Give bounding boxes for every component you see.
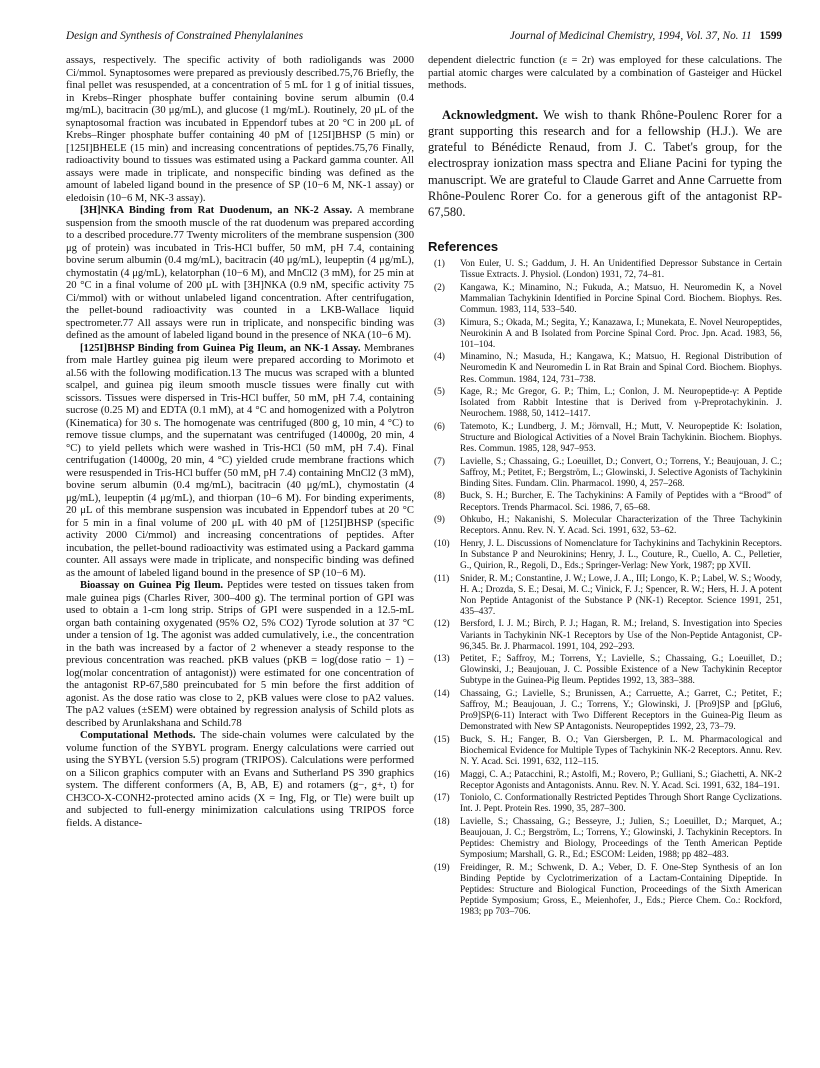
reference-text: Bersford, I. J. M.; Birch, P. J.; Hagan, R. M.; Ireland, S. Investigation into Species Variants in Tachykinin NK-1 Receptors by Use of the Non-Peptide Antagonist, CP-96,345. Br. J. Pharmacol. 1991, 104, 292–293. bbox=[460, 619, 782, 652]
reference-number: (15) bbox=[434, 734, 450, 745]
reference-text: Tatemoto, K.; Lundberg, J. M.; Jörnvall, H.; Mutt, V. Neuropeptide K: Isolation, Structure and Biological Activities of a Novel Brain Tachykinin. Biochem. Biophys. Res. Commun. 1985, 128, 947–953. bbox=[460, 421, 782, 455]
computational-body: The side-chain volumes were calculated by the volume function of the SYBYL program. Energy calculations were carried out using the SYBYL (version 5.5) program (TRIPOS). Calculations were performed on a Silicon graphics computer with an Evans and Sutherland PS 390 graphics system. The different conformers (A, B, AB, E) and rotamers (g−, g+, t) for CH3CO-X-CONH2-protected amino acids (X = Ing, Flg, or Tle) were built up and subjected to full-energy minimization calculations using TRIPOS force fields. A distance- bbox=[66, 730, 414, 829]
journal-citation bbox=[510, 30, 782, 42]
reference-text: Chassaing, G.; Lavielle, S.; Brunissen, A.; Carruette, A.; Garret, C.; Petitet, F.; Saffroy, M.; Beaujouan, J. C.; Torrens, Y.; Glowinski, J. [Pro9]SP and [pGlu6, Pro9]SP(6-11) Interact with Two Different Receptors in the Guinea-Pig Ileum as Demonstrated with New SP Antagonists. Neuropeptides 1992, 23, 73–79. bbox=[460, 689, 782, 733]
reference-item bbox=[428, 619, 782, 652]
reference-text: Buck, S. H.; Burcher, E. The Tachykinins: A Family of Peptides with a “Brood” of Receptors. Trends Pharmacol. Sci. 1986, 7, 65–68. bbox=[460, 491, 782, 513]
reference-item bbox=[428, 539, 782, 572]
acknowledgment-body: We wish to thank Rhône-Poulenc Rorer for a grant supporting this research and for a fellowship (H.J.). We are grateful to Bénédicte Renaud, from J. C. Tabet's group, for the electrospray ionization mass spectra and Eliane Pacini for typing the manuscript. We are grateful to Claude Garret and Anne Carruette from Rhône-Poulenc Rorer Co. for a generous gift of the antagonist RP-67,580. bbox=[428, 107, 782, 220]
reference-number: (17) bbox=[434, 793, 450, 804]
reference-number: (19) bbox=[434, 862, 450, 873]
reference-text: Minamino, N.; Masuda, H.; Kangawa, K.; Matsuo, H. Regional Distribution of Neuromedin K and Neuromedin L in Rat Brain and Spinal Cord. Biochem. Biophys. Res. Commun. 1984, 124, 731–738. bbox=[460, 352, 782, 385]
reference-item bbox=[428, 574, 782, 618]
references-heading: References bbox=[428, 238, 499, 254]
reference-number: (8) bbox=[434, 491, 445, 502]
journal-name: Journal of Medicinal Chemistry, 1994, Vol. 37, No. 11 bbox=[509, 30, 752, 42]
page-number: 1599 bbox=[759, 30, 782, 42]
paragraph-nk2-assay bbox=[66, 205, 414, 343]
reference-text: Von Euler, U. S.; Gaddum, J. H. An Unidentified Depressor Substance in Certain Tissue Extracts. J. Physiol. (London) 1931, 72, 74–81. bbox=[460, 259, 782, 281]
paragraph-bioassay bbox=[66, 580, 414, 730]
reference-number: (11) bbox=[434, 573, 450, 584]
right-column bbox=[428, 55, 782, 920]
reference-item bbox=[428, 793, 782, 815]
reference-number: (5) bbox=[434, 387, 445, 398]
paragraph-radioligands: assays, respectively. The specific activity of both radioligands was 2000 Ci/mmol. Synaptosomes were prepared as previously described.75,76 Briefly, the final pellet was resuspended, at a concentration of 5 mL for 1 g of initial tissues, in Krebs–Ringer phosphate buffer containing bovine serum albumin (0.4 mg/mL), bacitracin (30 μg/mL), and glucose (1 mg/mL). Routinely, 20 μL of the synaptosomal fraction was incubated in Eppendorf tubes at 20 °C in 200 μL of Krebs–Ringer phosphate buffer containing 40 pM of [125I]BHSP (5 min) or [125I]BHELE (15 min) and increasing concentrations of peptides.75,76 Finally, radioactivity bound to tissues was estimated using a Packard gamma counter. All assays were made in triplicate, and nonspecific binding was defined as the amount of labeled ligand bound in the presence of SP (10−6 M, NK-1 assay) or eledoisin (10−6 M, NK-3 assay). bbox=[66, 55, 414, 204]
reference-item bbox=[428, 318, 782, 351]
reference-text: Petitet, F.; Saffroy, M.; Torrens, Y.; Lavielle, S.; Chassaing, G.; Loeuillet, D.; Glowinski, J.; Beaujouan, J. C. Possible Existence of a New Tachykinin Receptor Subtype in the Guinea-Pig Ileum. Peptides 1992, 13, 383–388. bbox=[460, 654, 782, 687]
section-heading-nk1: [125I]BHSP Binding from Guinea Pig Ileum, an NK-1 Assay. bbox=[80, 342, 361, 354]
reference-number: (6) bbox=[434, 421, 445, 432]
reference-item bbox=[428, 387, 782, 420]
reference-number: (1) bbox=[434, 259, 445, 270]
paragraph-computational bbox=[66, 730, 414, 830]
reference-text: Buck, S. H.; Fanger, B. O.; Van Giersbergen, P. L. M. Pharmacological and Biochemical Evidence for Multiple Types of Tachykinin NK-2 Receptors. Annu. Rev. N. Y. Acad. Sci. 1991, 632, 112–115. bbox=[460, 734, 782, 768]
reference-text: Kage, R.; Mc Gregor, G. P.; Thim, L.; Conlon, J. M. Neuropeptide-γ: A Peptide Isolated from Rabbit Intestine that is Derived from γ-Preprotachykinin. J. Neurochem. 1988, 50, 1412–1417. bbox=[460, 387, 782, 420]
reference-item bbox=[428, 689, 782, 733]
reference-text: Maggi, C. A.; Patacchini, R.; Astolfi, M.; Rovero, P.; Gulliani, S.; Giachetti, A. NK-2 Receptor Agonists and Antagonists. Annu. Rev. N. Y. Acad. Sci. 1991, 632, 184–191. bbox=[460, 769, 782, 791]
reference-item bbox=[428, 515, 782, 537]
reference-number: (12) bbox=[434, 619, 450, 630]
reference-item bbox=[428, 654, 782, 687]
reference-number: (2) bbox=[434, 282, 445, 293]
reference-item bbox=[428, 457, 782, 490]
reference-number: (10) bbox=[434, 538, 450, 549]
reference-text: Snider, R. M.; Constantine, J. W.; Lowe, J. A., III; Longo, K. P.; Label, W. S.; Woody, H. A.; Drozda, S. E.; Desai, M. C.; Vinick, F. J.; Spencer, R. W.; Hers, H. J. A potent Non Peptide Antagonist of the Substance P (NK-1) Receptor. Science 1991, 251, 435–437. bbox=[460, 573, 782, 617]
acknowledgment bbox=[428, 107, 782, 221]
reference-item bbox=[428, 491, 782, 513]
reference-number: (13) bbox=[434, 654, 450, 665]
left-column bbox=[66, 55, 414, 830]
reference-text: Kangawa, K.; Minamino, N.; Fukuda, A.; Matsuo, H. Neuromedin K, a Novel Mammalian Tachykinin Identified in Porcine Spinal Cord. Biochem. Biophys. Res. Commun. 1983, 114, 533–540. bbox=[460, 282, 782, 315]
reference-text: Freidinger, R. M.; Schwenk, D. A.; Veber, D. F. One-Step Synthesis of an Ion Binding Peptide by Cyclotrimerization of a Lactam-Containing Dipeptide. In Peptides: Structure and Biological Function, Proceedings of the Sixth American Peptide Symposium; Gross, E., Meienhofer, J., Eds.; Pierce Chem. Co.: Rockford, 1983; pp 703–706. bbox=[460, 862, 782, 918]
bioassay-body: Peptides were tested on tissues taken from male guinea pigs (Charles River, 300–400 g). The terminal portion of GPI was used to obtain a 1-cm long strip. Strips of GPI were suspended in a 12.5-mL organ bath containing oxygenated (95% O2, 5% CO2) Tyrode solution at 37 °C under a tension of 1g. The agonist was added cumulatively, i.e., the concentration in the bath was increased by a factor of 2 whenever a steady response to the previous concentration was reached. pKB values (pKB = log(dose ratio − 1) − log(molar concentration of antagonist)) were estimated for one concentration of the antagonist RP-67,580 preincubated for 5 min before the first addition of agonist. As the dose ratio was close to 2, pKB values were close to pA2 values. The pA2 values (±SEM) were obtained by regression analysis of Schild plots as described by Arunlakshana and Schild.78 bbox=[66, 580, 414, 729]
acknowledgment-heading: Acknowledgment. bbox=[442, 107, 539, 122]
reference-item bbox=[428, 422, 782, 455]
reference-text: Ohkubo, H.; Nakanishi, S. Molecular Characterization of the Three Tachykinin Receptors. Annu. Rev. N. Y. Acad. Sci. 1991, 632, 53–62. bbox=[460, 515, 782, 537]
reference-item bbox=[428, 352, 782, 385]
section-heading-nk2: [3H]NKA Binding from Rat Duodenum, an NK-2 Assay. bbox=[80, 205, 353, 216]
reference-number: (14) bbox=[434, 689, 450, 700]
reference-text: Lavielle, S.; Chassaing, G.; Loeuillet, D.; Convert, O.; Torrens, Y.; Beaujouan, J. C.; Saffroy, M.; Petitet, F.; Bergström, L.; Glowinski, J. Selective Agonists of Tachykinin Binding Sites. Fundam. Clin. Pharmacol. 1990, 4, 257–268. bbox=[460, 456, 782, 489]
paragraph-nk1-assay bbox=[66, 343, 414, 581]
reference-item bbox=[428, 283, 782, 316]
running-title: Design and Synthesis of Constrained Phenylalanines bbox=[66, 30, 304, 42]
reference-number: (4) bbox=[434, 352, 445, 363]
references-list bbox=[428, 259, 782, 918]
paragraph-dielectric: dependent dielectric function (ε = 2r) was employed for these calculations. The partial atomic charges were calculated by a combination of Gasteiger and Hückel methods. bbox=[428, 55, 782, 91]
reference-number: (9) bbox=[434, 515, 445, 526]
reference-text: Henry, J. L. Discussions of Nomenclature for Tachykinins and Tachykinin Receptors. In Substance P and Neurokinins; Henry, J. L., Couture, R., Cuello, A. C., Pelletier, G., Quirion, R., Regoli, D., Eds.; Springer-Verlag: New York, 1987; pp XVII. bbox=[460, 538, 782, 572]
reference-text: Kimura, S.; Okada, M.; Segita, Y.; Kanazawa, I.; Munekata, E. Novel Neuropeptides, Neurokinin A and B Isolated from Porcine Spinal Cord. Proc. Jpn. Acad. 1983, 56, 101–104. bbox=[460, 317, 782, 350]
reference-text: Toniolo, C. Conformationally Restricted Peptides Through Short Range Cyclizations. Int. J. Pept. Protein Res. 1990, 35, 287–300. bbox=[460, 793, 782, 815]
page-header bbox=[66, 30, 782, 46]
section-heading-computational: Computational Methods. bbox=[80, 730, 196, 741]
reference-item bbox=[428, 770, 782, 792]
reference-number: (16) bbox=[434, 769, 450, 780]
reference-item bbox=[428, 863, 782, 918]
reference-number: (18) bbox=[434, 817, 450, 828]
reference-item bbox=[428, 735, 782, 768]
nk2-body: A membrane suspension from the smooth muscle of the rat duodenum was prepared according to a described procedure.77 Twenty microliters of the membrane suspension (300 μg of protein) was incubated in Tris-HCl buffer, 50 mM, pH 7.4, containing bovine serum albumin (0.4 mg/mL), bacitracin (40 μg/mL), leupeptin (4 μg/mL), chymostatin (4 μg/mL), kelatorphan (10−6 M), and MnCl2 (3 mM), for 25 min at 20 °C in a final volume of 200 μL with [3H]NKA (0.9 nM, specific activity 75 Ci/mmol) with or without unlabeled ligand concentration. After centrifugation, the pellet-bound radioactivity was counted in a LKB-Wallace liquid spectrometer.77 All assays were run in triplicate, and nonspecific binding was defined as the amount of labeled ligand bound in the presence of NKA (10−6 M). bbox=[66, 205, 414, 341]
section-heading-bioassay: Bioassay on Guinea Pig Ileum. bbox=[80, 580, 224, 591]
reference-text: Lavielle, S.; Chassaing, G.; Besseyre, J.; Julien, S.; Loeuillet, D.; Marquet, A.; Beaujouan, J. C.; Bergström, L.; Torrens, Y.; Glowinski, J. Tachykinin Receptors. In Peptides: Chemistry and Biology, Proceedings of the Tenth American Peptide Symposium; Marshall, G. R., Ed.; ESCOM: Leiden, 1988; pp 482–483. bbox=[460, 817, 782, 861]
reference-number: (3) bbox=[434, 317, 445, 328]
reference-number: (7) bbox=[434, 456, 445, 467]
reference-item bbox=[428, 817, 782, 861]
reference-item bbox=[428, 259, 782, 281]
nk1-body: Membranes from male Hartley guinea pig ileum were prepared according to Morimoto et al.56 with the following modification.13 The mucus was scraped with a blunted scalpel, and guinea pig ileum smooth muscle tissues were finally cut with scissors. Tissues were dispersed in Tris-HCl buffer, 50 mM, pH 7.4, containing sucrose (0.25 M) and EDTA (0.1 mM), at 4 °C and homogenized with a Polytron (Kinematica) for 30 s. The homogenate was centrifuged (800 g, 10 min, 4 °C) to remove tissue clumps, and the supernatant was centrifuged (14000g, 20 min, 4 °C) to yield pellets which were washed in Tris-HCl (50 mM, pH 7.4). Final centrifugation (14000g, 20 min, 4 °C) yielded crude membrane fractions which were resuspended in Tris-HCl buffer (50 mM, pH 7.4) containing MnCl2 (3 mM), bovine serum albumin (0.4 mg/mL), bacitracin (40 μg/mL), chymostatin (4 μg/mL), leupeptin (4 μg/mL), and thiorpan (10−6 M). For binding experiments, 20 μL of this membrane suspension was incubated in Eppendorf tubes at 20 °C for 5 min in a final volume of 200 μL with 40 pM of [125I]BHSP (specific activity 2000 Ci/mmol) and increasing concentrations of peptides. After incubation, the pellet-bound radioactivity was estimated using a Packard gamma counter. All assays were made in triplicate, and nonspecific binding was defined as the amount of labeled ligand bound in the presence of SP (10−6 M). bbox=[66, 342, 414, 579]
